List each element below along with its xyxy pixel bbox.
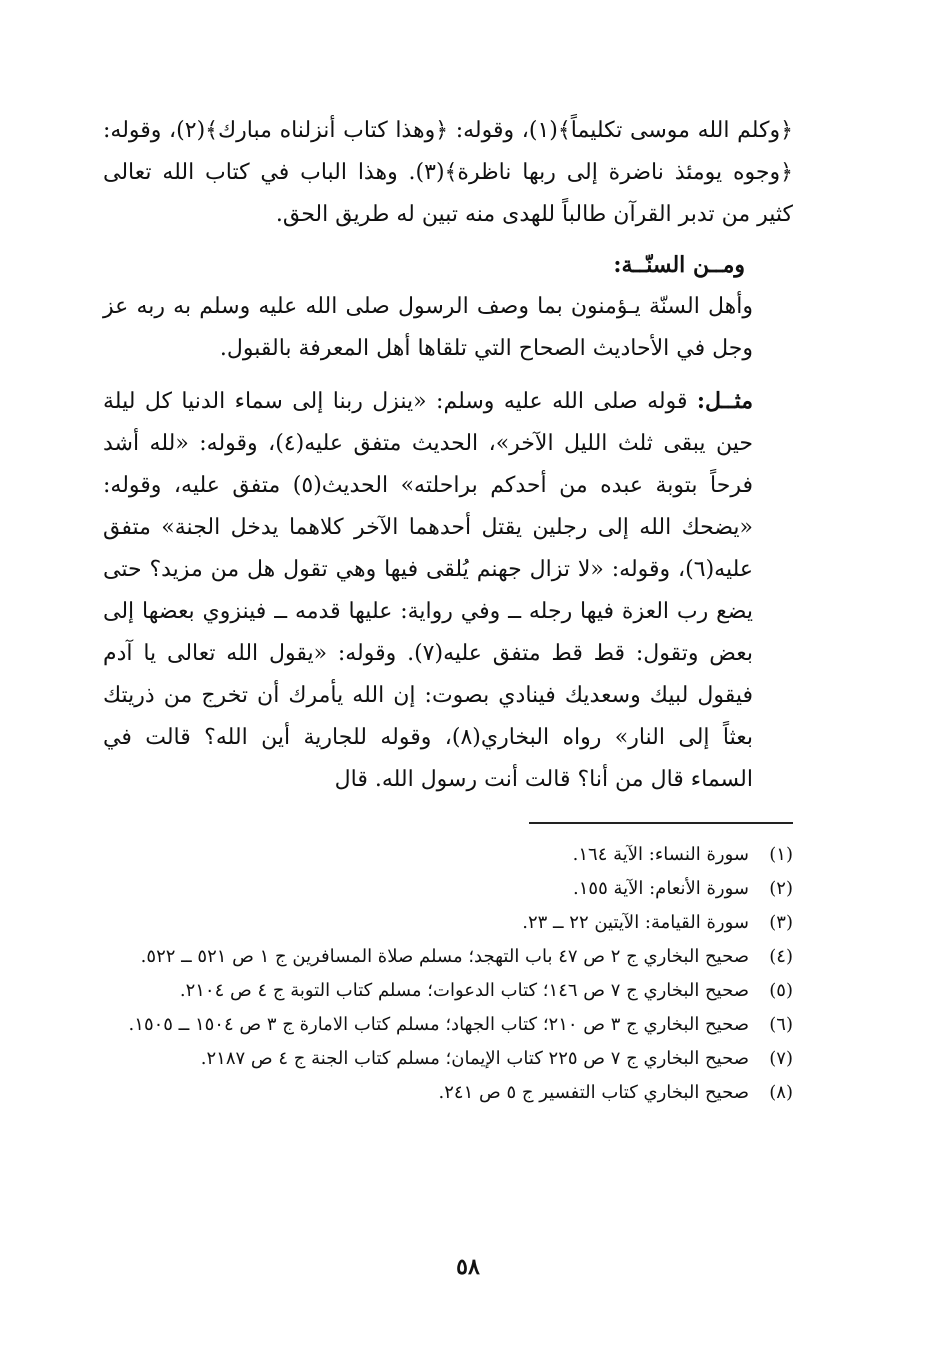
footnote-number: (٥) [769,980,793,1001]
sunnah-intro-paragraph: وأهل السنّة يـؤمنون بما وصف الرسول صلى الله عليه وسلم به ربه عز وجل في الأحاديث الصحاح التي تلقاها أهل المعرفة بالقبول. [103,294,753,361]
hadith-examples-paragraph [103,380,793,801]
footnote-item [103,838,793,872]
footnote-item [103,872,793,906]
hadith-examples-text: قوله صلى الله عليه وسلم: «ينزل ربنا إلى سماء الدنيا كل ليلة حين يبقى ثلث الليل الآخر»، الحديث متفق عليه(٤)، وقوله: «لله أشد فرحاً بتوبة عبده من أحدكم براحلته» الحديث(٥) متفق عليه، وقوله: «يضحك الله إلى رجلين يقتل أحدهما الآخر كلاهما يدخل الجنة» متفق عليه(٦)، وقوله: «لا تزال جهنم يُلقى فيها وهي تقول هل من مزيد؟ حتى يضع رب العزة فيها رجله ــ وفي رواية: عليها قدمه ــ فينزوي بعضها إلى بعض وتقول: قط قط متفق عليه(٧). وقوله: «يقول الله تعالى يا آدم فيقول لبيك وسعديك فينادي بصوت: إن الله يأمرك أن تخرج من ذريتك بعثاً إلى النار» رواه البخاري(٨)، وقوله للجارية أين الله؟ قالت في السماء قال من أنا؟ قالت أنت رسول الله. قال [103,389,753,792]
footnote-number: (١) [769,844,793,865]
footnote-number: (٦) [769,1014,793,1035]
footnote-text: صحيح البخاري ج ٣ ص ٢١٠؛ كتاب الجهاد؛ مسلم كتاب الامارة ج ٣ ص ١٥٠٤ ــ ١٥٠٥. [128,1014,749,1035]
main-text [103,110,793,801]
footnote-text: سورة النساء: الآية ١٦٤. [572,844,749,865]
footnote-number: (٢) [769,878,793,899]
footnote-text: صحيح البخاري ج ٧ ص ٢٢٥ كتاب الإيمان؛ مسلم كتاب الجنة ج ٤ ص ٢١٨٧. [200,1048,749,1069]
footnote-number: (٧) [769,1048,793,1069]
footnote-text: سورة القيامة: الآيتين ٢٢ ــ ٢٣. [522,912,749,933]
footnote-number: (٣) [769,912,793,933]
footnote-item [103,940,793,974]
footnote-text: صحيح البخاري كتاب التفسير ج ٥ ص ٢٤١. [438,1082,749,1103]
examples-lead-word: مثــل: [696,388,754,414]
footnote-item [103,1042,793,1076]
footnote-separator [529,822,793,824]
footnotes-list [103,838,793,1110]
footnote-item [103,974,793,1008]
footnote-item [103,1008,793,1042]
quran-verses-paragraph: ﴿وكلم الله موسى تكليماً﴾(١)، وقوله: ﴿وهذا كتاب أنزلناه مبارك﴾(٢)، وقوله: ﴿وجوه يومئذ ناضرة إلى ربها ناظرة﴾(٣). وهذا الباب في كتاب الله تعالى كثير من تدبر القرآن طالباً للهدى منه تبين له طريق الحق. [103,118,794,227]
footnote-item [103,906,793,940]
footnote-text: صحيح البخاري ج ٧ ص ١٤٦؛ كتاب الدعوات؛ مسلم كتاب التوبة ج ٤ ص ٢١٠٤. [179,980,749,1001]
footnote-text: صحيح البخاري ج ٢ ص ٤٧ باب التهجد؛ مسلم صلاة المسافرين ج ١ ص ٥٢١ ــ ٥٢٢. [140,946,749,967]
footnote-number: (٤) [769,946,793,967]
footnote-text: سورة الأنعام: الآية ١٥٥. [573,878,749,899]
footnote-number: (٨) [769,1082,793,1103]
section-heading-sunnah: ومــن السنّــة: [613,252,745,278]
footnote-item [103,1076,793,1110]
page-number: ٥٨ [456,1254,480,1280]
